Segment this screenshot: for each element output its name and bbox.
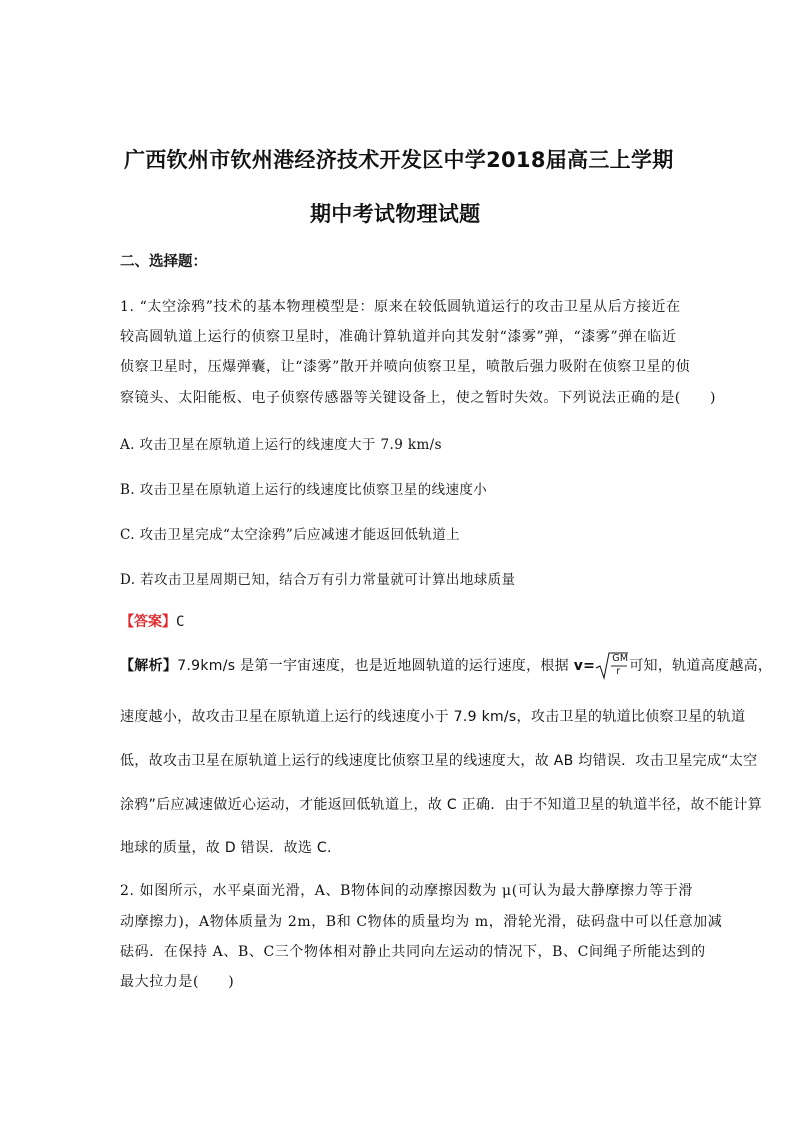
formula-lhs: v= — [573, 658, 596, 674]
answer-value: C — [176, 614, 185, 630]
analysis-line-1 — [120, 652, 772, 680]
q1-option-b: B. 攻击卫星在原轨道上运行的线速度比侦察卫星的线速度小 — [120, 482, 488, 498]
q1-option-d: D. 若攻击卫星周期已知，结合万有引力常量就可计算出地球质量 — [120, 572, 516, 588]
q1-line-3: 侦察卫星时，压爆弹囊，让“漆雾”散开并喷向侦察卫星，喷散后强力吸附在侦察卫星的侦 — [120, 359, 691, 375]
analysis-line-4: 涂鸦”后应减速做近心运动，才能返回低轨道上，故 C 正确．由于不知道卫星的轨道半径，故不能计算 — [120, 797, 763, 813]
q1-option-c: C. 攻击卫星完成“太空涂鸦”后应减速才能返回低轨道上 — [120, 527, 461, 543]
q2-line-3: 砝码．在保持 A、B、C三个物体相对静止共同向左运动的情况下，B、C间绳子所能达到的 — [120, 944, 706, 960]
analysis-line-5: 地球的质量，故 D 错误．故选 C. — [120, 840, 332, 856]
q2-line-4: 最大拉力是( ) — [120, 974, 235, 990]
formula-denominator: r — [616, 666, 621, 677]
title-line-1: 广西钦州市钦州港经济技术开发区中学2018届高三上学期 — [124, 148, 674, 172]
section-heading: 二、选择题： — [120, 254, 207, 270]
analysis-line-1b: 可知，轨道高度越高， — [629, 658, 773, 674]
sqrt-formula — [595, 652, 629, 680]
formula-numerator: GM — [612, 653, 629, 664]
q1-line-2: 较高圆轨道上运行的侦察卫星时，准确计算轨道并向其发射“漆雾”弹，“漆雾”弹在临近 — [120, 329, 677, 345]
analysis-line-1a: 7.9km/s 是第一宇宙速度，也是近地圆轨道的运行速度，根据 — [177, 658, 569, 674]
q1-answer — [120, 611, 184, 631]
title-line-2: 期中考试物理试题 — [310, 202, 481, 226]
q1-line-4: 察镜头、太阳能板、电子侦察传感器等关键设备上，使之暂时失效。下列说法正确的是( ) — [120, 390, 717, 406]
q2-line-1: 2. 如图所示，水平桌面光滑，A、B物体间的动摩擦因数为 μ(可认为最大静摩擦力等于滑 — [120, 883, 694, 899]
q2-line-2: 动摩擦力)，A物体质量为 2m，B和 C物体的质量均为 m，滑轮光滑，砝码盘中可以任意加减 — [120, 914, 723, 930]
q1-line-1: 1. “太空涂鸦”技术的基本物理模型是：原来在较低圆轨道运行的攻击卫星从后方接近在 — [120, 299, 681, 315]
analysis-line-2: 速度越小，故攻击卫星在原轨道上运行的线速度小于 7.9 km/s，攻击卫星的轨道比侦察卫星的轨道 — [120, 709, 746, 725]
q1-option-a: A. 攻击卫星在原轨道上运行的线速度大于 7.9 km/s — [120, 437, 442, 453]
analysis-line-3: 低，故攻击卫星在原轨道上运行的线速度比侦察卫星的线速度大，故 AB 均错误．攻击卫星完成“太空 — [120, 753, 758, 769]
answer-tag: 【答案】 — [120, 614, 176, 630]
analysis-tag: 【解析】 — [120, 658, 178, 674]
